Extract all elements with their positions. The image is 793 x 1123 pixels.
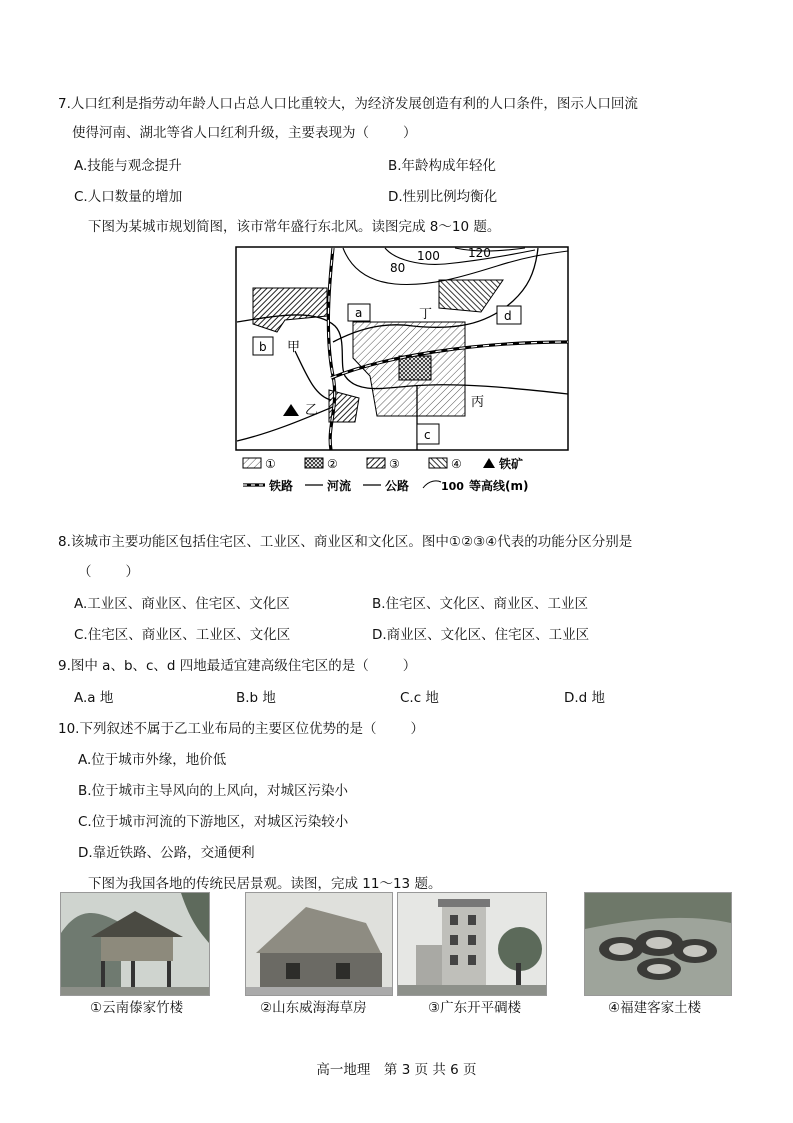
q7-option-b: B.年龄构成年轻化 — [388, 158, 497, 174]
q7-line1: 7.人口红利是指劳动年龄人口占总人口比重较大，为经济发展创造有利的人口条件，图示人口回流 — [58, 96, 638, 112]
legend-4: ④ — [451, 457, 462, 471]
place-d: d — [504, 309, 512, 323]
legend-3: ③ — [389, 457, 400, 471]
q7-option-a: A.技能与观念提升 — [74, 158, 182, 174]
legend-iron-mine: 铁矿 — [499, 457, 524, 471]
contour-label-100: 100 — [417, 249, 440, 263]
place-a: a — [355, 306, 363, 320]
legend-swatch-4 — [429, 458, 447, 468]
contour-label-80: 80 — [390, 261, 406, 275]
intro-8-10: 下图为某城市规划简图，该市常年盛行东北风。读图完成 8～10 题。 — [88, 219, 501, 235]
q8-paren-close: ） — [125, 564, 139, 580]
legend-contour-value: 100 — [441, 480, 464, 493]
q9-option-c: C.c 地 — [400, 690, 439, 706]
q10-option-b: B.位于城市主导风向的上风向，对城区污染小 — [78, 783, 349, 799]
q8-option-d: D.商业区、文化区、住宅区、工业区 — [372, 627, 590, 643]
label-jia: 甲 — [287, 340, 301, 355]
legend-railway: 铁路 — [269, 479, 294, 493]
label-yi: 乙 — [305, 403, 319, 418]
caption-1: ①云南傣家竹楼 — [90, 1000, 184, 1016]
q8-option-c: C.住宅区、商业区、工业区、文化区 — [74, 627, 291, 643]
q8-line1: 8.该城市主要功能区包括住宅区、工业区、商业区和文化区。图中①②③④代表的功能分区分别是 — [58, 534, 633, 550]
q9-option-b: B.b 地 — [236, 690, 276, 706]
caption-2: ②山东威海海草房 — [260, 1000, 367, 1016]
legend-iron-mine-icon — [483, 458, 495, 468]
q10-line — [58, 720, 424, 738]
q7-paren-close: ） — [403, 125, 417, 141]
legend-1: ① — [265, 457, 276, 471]
q7-stem: 使得河南、湖北等省人口红利升级，主要表现为（ — [72, 125, 369, 141]
q8-option-a: A.工业区、商业区、住宅区、文化区 — [74, 596, 290, 612]
legend-road: 公路 — [385, 479, 410, 493]
legend-contour: 等高线(m) — [469, 479, 529, 493]
contour-label-120: 120 — [468, 246, 491, 260]
q10-option-d: D.靠近铁路、公路，交通便利 — [78, 845, 255, 861]
q10-stem: 10.下列叙述不属于乙工业布局的主要区位优势的是（ — [58, 721, 377, 737]
intro-11-13: 下图为我国各地的传统民居景观。读图，完成 11～13 题。 — [88, 876, 442, 892]
q7-line2 — [72, 124, 417, 142]
q9-line — [58, 657, 416, 675]
q8-paren-open: （ — [78, 564, 92, 580]
legend-swatch-2 — [305, 458, 323, 468]
q10-paren-close: ） — [410, 721, 424, 737]
city-plan-map — [235, 246, 569, 502]
label-bing: 丙 — [471, 395, 485, 410]
caption-3: ③广东开平碉楼 — [428, 1000, 522, 1016]
zone-2-center — [399, 356, 431, 380]
place-c: c — [424, 428, 431, 442]
q9-stem: 9.图中 a、b、c、d 四地最适宜建高级住宅区的是（ — [58, 658, 369, 674]
caption-4: ④福建客家土楼 — [608, 1000, 702, 1016]
legend-swatch-3 — [367, 458, 385, 468]
q10-option-a: A.位于城市外缘，地价低 — [78, 752, 227, 768]
photo-watchtower — [397, 892, 547, 996]
photo-bamboo-house — [60, 892, 210, 996]
q8-option-b: B.住宅区、文化区、商业区、工业区 — [372, 596, 589, 612]
legend-contour-line — [423, 481, 441, 488]
q9-paren-close: ） — [402, 658, 417, 674]
photo-seaweed-house — [245, 892, 393, 996]
label-ding: 丁 — [419, 307, 433, 322]
q10-option-c: C.位于城市河流的下游地区，对城区污染较小 — [78, 814, 349, 830]
legend-river: 河流 — [327, 479, 352, 493]
page-footer: 高一地理 第 3 页 共 6 页 — [316, 1062, 477, 1078]
place-b: b — [259, 340, 267, 354]
q9-option-a: A.a 地 — [74, 690, 114, 706]
legend-swatch-1 — [243, 458, 261, 468]
q9-option-d: D.d 地 — [564, 690, 606, 706]
q8-paren — [78, 563, 139, 581]
photo-tulou — [584, 892, 732, 996]
legend-2: ② — [327, 457, 338, 471]
q7-option-c: C.人口数量的增加 — [74, 189, 183, 205]
q7-option-d: D.性别比例均衡化 — [388, 189, 498, 205]
